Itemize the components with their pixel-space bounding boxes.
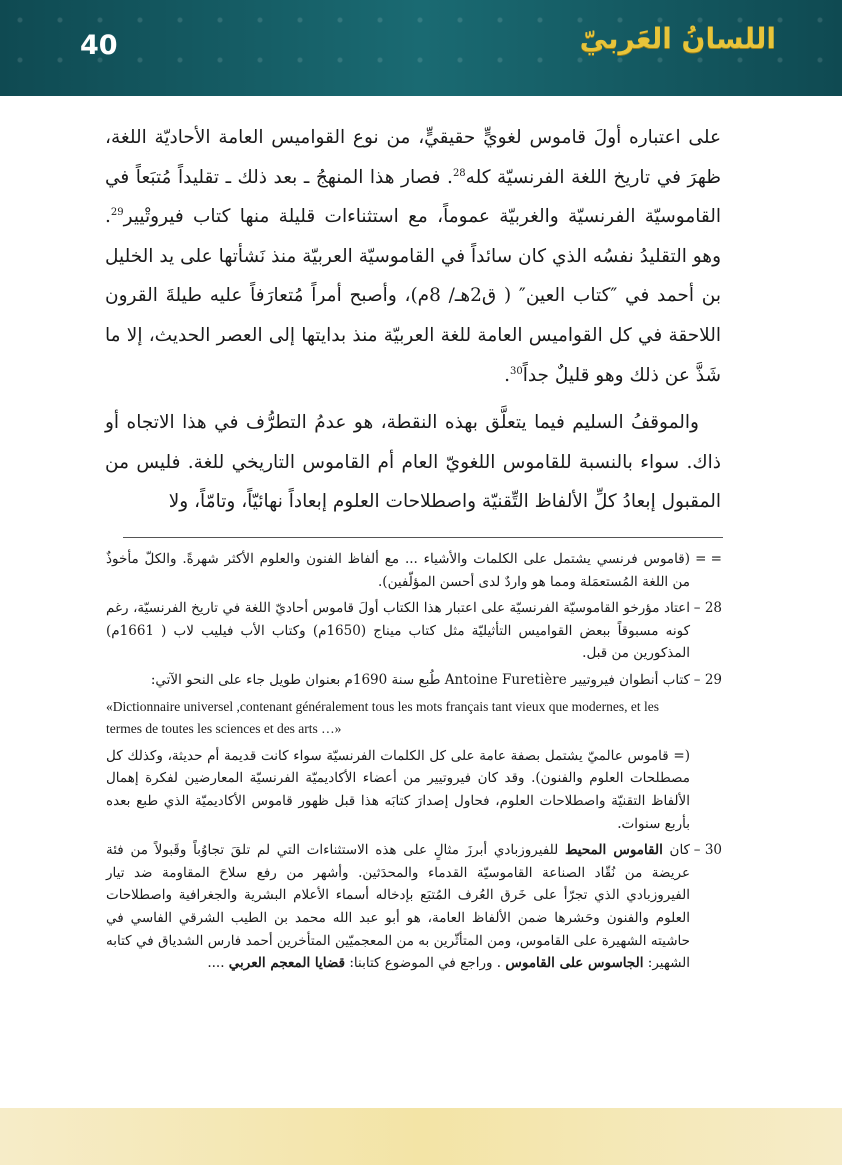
- footnote-28: [106, 597, 722, 665]
- p1-part-a: على اعتباره أولَ قاموس لغويٍّ حقيقيٍّ، من نوع القواميس العامة الأحاديّة اللغة، ظهرَ في تاريخ اللغة الفرنسيّة كله: [105, 127, 721, 188]
- footnote-number: = =: [695, 551, 722, 567]
- footnote-ref-30[interactable]: 30: [509, 365, 523, 377]
- footnote-ref-29[interactable]: 29: [110, 207, 124, 219]
- footnote-30: [106, 839, 722, 975]
- main-text: [105, 118, 721, 522]
- footnote-text: [106, 839, 690, 975]
- fn30-book-title-3: قضايا المعجم العربي: [228, 955, 346, 972]
- page-header: [0, 0, 842, 96]
- p1-part-c: . وهو التقليدُ نفسُه الذي كان سائداً في القاموسيّة العربيّة منذ نَشأتها على يد الخليل بن أحمد في ″كتاب العين″ ( ق2هـ/ 8م)، وأصبح أمراً مُتعارَفاً عليه طيلةَ القرون اللاحقة في كل القواميس العامة للغة العربيّة منذ بدايتها إلى العصر الحديث، إلا ما شَذَّ عن ذلك وهو قليلٌ جداً: [105, 206, 721, 386]
- fn30-part-e: . وراجع في الموضوع كتابنا:: [345, 955, 506, 972]
- journal-logo: اللسانُ العَربيّ: [579, 22, 776, 55]
- footnote-29-continuation: (= قاموس عالميّ يشتمل بصفة عامة على كل الكلمات الفرنسيّة سواء كانت قديمة أم حديثة، وكذلك كل مصطلحات العلوم والفنون). وقد كان فيروتيير من أعضاء الأكاديميّة الفرنسيّة المعارضين لفكرة إهمال الألفاظ التقنيّة واصطلاحات العلوم، فحاول إصدارَ كتابَه هذا قبل ظهور قاموس الأكاديميّة الذي طبع بعده بأربع سنوات.: [106, 747, 690, 832]
- footnote-text: (قاموس فرنسي يشتمل على الكلمات والأشياء ... مع ألفاظ الفنون والعلوم الأكثر شهرةً. والكلّ مأخوذٌ من اللغة المُستعمَلة ومما هو واردٌ لدى أحسن المؤلّفين).: [106, 551, 690, 590]
- footnote-number: 29 –: [693, 671, 722, 688]
- footnote-text: اعتاد مؤرخو القاموسيّة الفرنسيّة على اعتبار هذا الكتاب أولَ قاموس أحاديّ اللغة في تاريخ الفرنسيّة، رغم كونه مسبوقاً ببعض القواميس التأثيليّة مثل كتاب ميناج (1650م) وكتاب الأب فيليب لاب ( 1661م) المذكورين من قبل.: [106, 600, 690, 662]
- footnotes: [106, 548, 722, 979]
- footnote-continuation: [106, 548, 722, 593]
- fn30-book-title-1: القاموس المحيط: [564, 842, 663, 859]
- footnote-ref-28[interactable]: 28: [452, 167, 466, 179]
- paragraph-1: [105, 118, 721, 395]
- footnote-number: 28 –: [693, 600, 722, 617]
- fn30-part-g: ....: [207, 955, 229, 972]
- footnote-text: كتاب أنطوان فيروتيير Antoine Furetière طُبع سنة 1690م بعنوان طويل جاء على النحو الآتي:: [150, 671, 690, 688]
- fn30-part-c: للفيروزبادي أبرزَ مثالٍ على هذه الاستثناءات التي لم تلقَ تجاوُباً وقَبولاً من فئة عريضة من نُقّاد الصناعة القاموسيّة القدماء والمحدَثين. وأشهر من رفع سلاحَ المقاومة ضد تيار الفيروزبادي الذي تجرّأ على خَرق العُرف المُتبَع بإدخاله أسماء الأعلام البشرية والجغرافية واصطلاحات العلوم والفنون وحَشرها ضمن الألفاظ العامة، هو أبو عبد الله محمد بن الطيب الشرقي الفاسي في حاشيته الشهيرة على القاموس، ومن المتأثّرين به من المعجميّين المتأخرين أحمد فارس الشدياق في كتابه الشهير:: [106, 842, 690, 972]
- p1-part-b: . فصار هذا المنهجُ ـ بعد ذلك ـ تقليداً مُتبَعاً في القاموسيّة الفرنسيّة والغربيّة عموماً، مع استثناءات قليلة منها كتاب فيروتْيير: [105, 166, 721, 228]
- fn30-part-a: كان: [662, 842, 690, 859]
- page-number: 40: [80, 30, 118, 61]
- footnote-29-french-title: «Dictionnaire universel ,contenant généralement tous les mots français tant vieux que modernes, et les termes de toutes les sciences et des arts …»: [106, 698, 659, 737]
- footnote-29: [106, 669, 722, 692]
- p1-part-d: .: [504, 364, 510, 386]
- footnote-number: 30 –: [693, 842, 722, 859]
- footnote-divider: [123, 537, 723, 538]
- fn30-book-title-2: الجاسوس على القاموس: [505, 955, 644, 972]
- page-footer-band: [0, 1108, 842, 1165]
- paragraph-2: والموقفُ السليم فيما يتعلَّق بهذه النقطة، هو عدمُ التطرُّف في هذا الاتجاه أو ذاك. سواء بالنسبة للقاموس اللغويّ العام أم القاموس التاريخي للغة. فليس من المقبول إبعادُ كلِّ الألفاظ التِّقنيّة واصطلاحات العلوم إبعاداً نهائيّاً، وتامّاً، ولا: [105, 412, 721, 513]
